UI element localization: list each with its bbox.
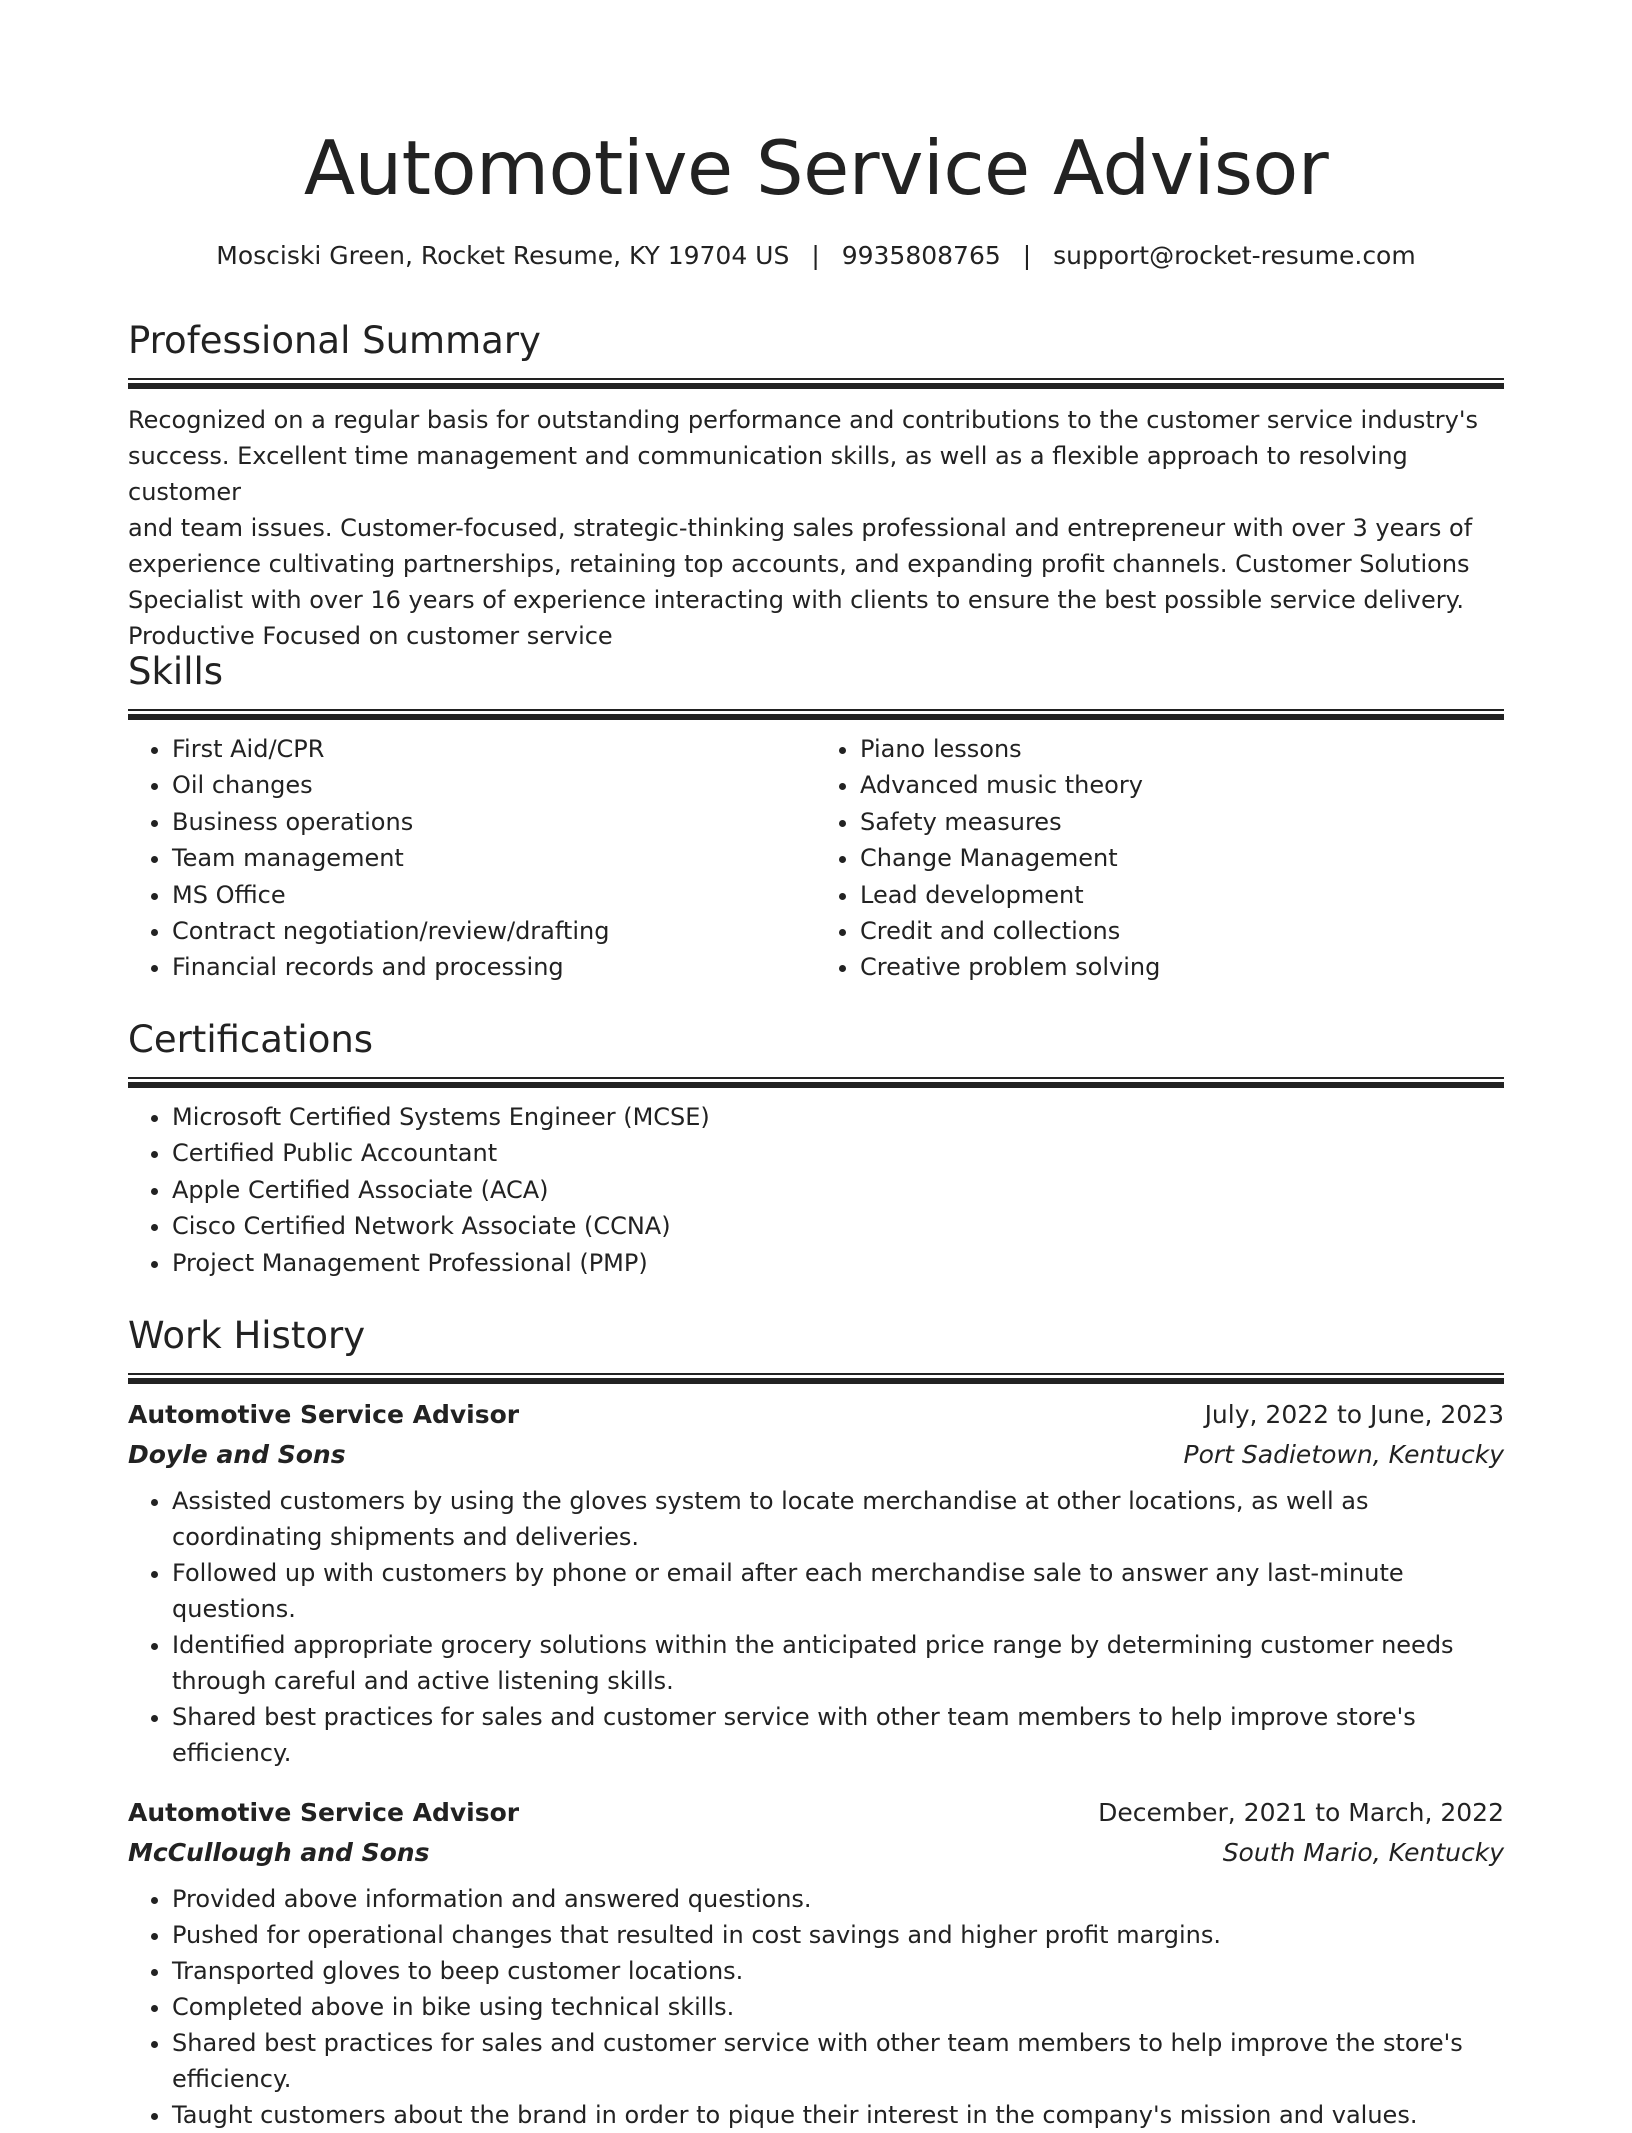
job-bullets [128, 1483, 1504, 1771]
skills-section [128, 647, 1504, 986]
section-heading: Skills [128, 650, 224, 693]
summary-line: success. Excellent time management and communication skills, as well as a flexible approach to resolving customer [128, 442, 1408, 506]
job-header [128, 1395, 1504, 1435]
contact-phone: 9935808765 [841, 241, 1001, 270]
job-bullet: • Assisted customers by using the gloves system to locate merchandise at other locations, as well as coordinating shipments and deliveries. [172, 1483, 1504, 1555]
summary-line: Productive Focused on customer service [128, 622, 613, 650]
job-location: Port Sadietown, Kentucky [1183, 1440, 1504, 1469]
skills-list-right [816, 731, 1504, 986]
summary-section [128, 316, 1504, 654]
section-divider [128, 709, 1504, 719]
work-history-section [128, 1311, 1504, 2133]
job-entry [128, 1793, 1504, 2133]
certification-item: • Apple Certified Associate (ACA) [172, 1172, 1504, 1208]
summary-line: Specialist with over 16 years of experience interacting with clients to ensure the best possible service delivery. [128, 586, 1464, 614]
skill-item: • First Aid/CPR [172, 731, 816, 767]
job-company: Doyle and Sons [128, 1440, 346, 1469]
skill-item: • Oil changes [172, 767, 816, 803]
skill-item: • Advanced music theory [860, 767, 1504, 803]
section-heading: Certifications [128, 1018, 374, 1061]
job-bullet: • Shared best practices for sales and customer service with other team members to help improve store's efficiency. [172, 1699, 1504, 1771]
section-divider [128, 1077, 1504, 1087]
certification-item: • Certified Public Accountant [172, 1135, 1504, 1171]
contact-separator: | [811, 241, 820, 270]
certification-item: • Cisco Certified Network Associate (CCNA) [172, 1208, 1504, 1244]
job-subheader [128, 1833, 1504, 1873]
summary-line: and team issues. Customer-focused, strategic-thinking sales professional and entrepreneur with over 3 years of [128, 514, 1473, 542]
job-subheader [128, 1435, 1504, 1475]
job-dates: July, 2022 to June, 2023 [1204, 1400, 1504, 1429]
skill-item: • Creative problem solving [860, 949, 1504, 985]
skills-list-left [128, 731, 816, 986]
job-bullet: • Pushed for operational changes that resulted in cost savings and higher profit margins. [172, 1917, 1504, 1953]
resume-title: Automotive Service Advisor [303, 124, 1329, 212]
job-entry [128, 1395, 1504, 1771]
skill-item: • MS Office [172, 877, 816, 913]
skill-item: • Piano lessons [860, 731, 1504, 767]
skill-item: • Contract negotiation/review/drafting [172, 913, 816, 949]
section-divider [128, 378, 1504, 388]
contact-line [128, 238, 1504, 274]
job-bullets [128, 1881, 1504, 2133]
job-title: Automotive Service Advisor [128, 1798, 520, 1827]
skill-item: • Business operations [172, 804, 816, 840]
certifications-section [128, 1015, 1504, 1281]
section-divider [128, 1373, 1504, 1383]
certification-item: • Microsoft Certified Systems Engineer (MCSE) [172, 1099, 1504, 1135]
skill-item: • Change Management [860, 840, 1504, 876]
job-bullet: • Followed up with customers by phone or email after each merchandise sale to answer any last-minute questions. [172, 1555, 1504, 1627]
job-location: South Mario, Kentucky [1222, 1838, 1504, 1867]
skill-item: • Team management [172, 840, 816, 876]
contact-email: support@rocket-resume.com [1053, 241, 1416, 270]
certification-item: • Project Management Professional (PMP) [172, 1245, 1504, 1281]
skill-item: • Safety measures [860, 804, 1504, 840]
job-bullet: • Identified appropriate grocery solutions within the anticipated price range by determining customer needs through careful and active listening skills. [172, 1627, 1504, 1699]
job-title: Automotive Service Advisor [128, 1400, 520, 1429]
summary-line: experience cultivating partnerships, retaining top accounts, and expanding profit channels. Customer Solutions [128, 550, 1470, 578]
job-bullet: • Shared best practices for sales and customer service with other team members to help improve the store's efficiency. [172, 2025, 1504, 2097]
contact-separator: | [1022, 241, 1032, 270]
job-bullet: • Provided above information and answered questions. [172, 1881, 1504, 1917]
certifications-list [128, 1099, 1504, 1281]
job-header [128, 1793, 1504, 1833]
skill-item: • Financial records and processing [172, 949, 816, 985]
section-heading: Professional Summary [128, 319, 541, 362]
section-heading: Work History [128, 1314, 366, 1357]
summary-text [128, 402, 1504, 654]
skill-item: • Lead development [860, 877, 1504, 913]
job-dates: December, 2021 to March, 2022 [1098, 1798, 1504, 1827]
contact-address: Mosciski Green, Rocket Resume, KY 19704 US [216, 241, 790, 270]
job-bullet: • Taught customers about the brand in order to pique their interest in the company's mission and values. [172, 2097, 1504, 2133]
job-company: McCullough and Sons [128, 1838, 430, 1867]
skills-columns [128, 719, 1504, 986]
job-bullet: • Completed above in bike using technical skills. [172, 1989, 1504, 2025]
job-bullet: • Transported gloves to beep customer locations. [172, 1953, 1504, 1989]
skill-item: • Credit and collections [860, 913, 1504, 949]
summary-line: Recognized on a regular basis for outstanding performance and contributions to the customer service industry's [128, 406, 1478, 434]
